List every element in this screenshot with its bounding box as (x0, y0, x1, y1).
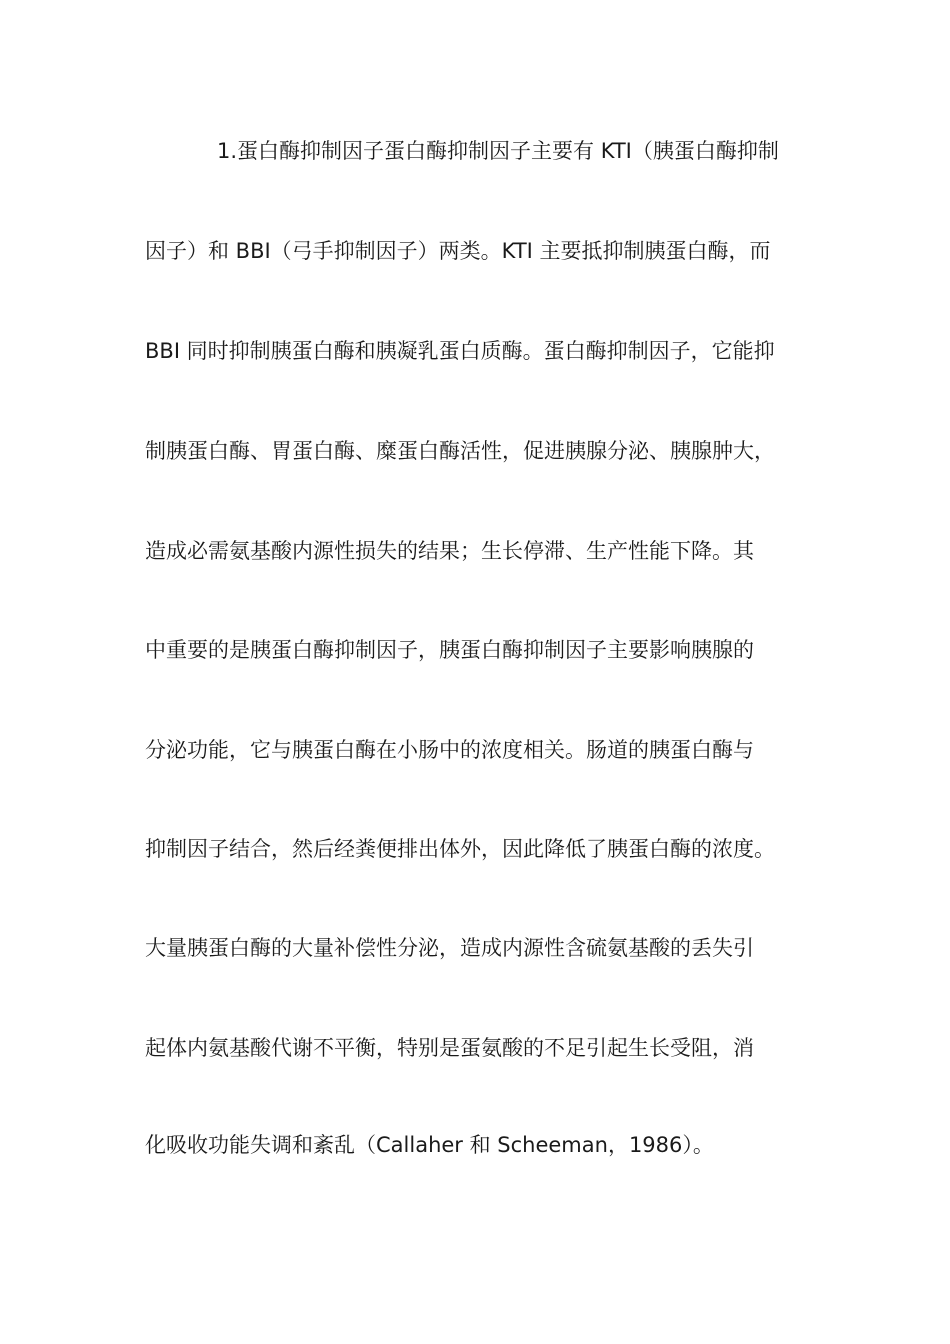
paragraph-line-7: 分泌功能，它与胰蛋白酶在小肠中的浓度相关。肠道的胰蛋白酶与 (145, 738, 754, 762)
paragraph-line-5: 造成必需氨基酸内源性损失的结果；生长停滞、生产性能下降。其 (145, 539, 754, 563)
paragraph-line-11: 化吸收功能失调和紊乱（Callaher 和 Scheeman，1986）。 (145, 1133, 714, 1157)
paragraph-line-10: 起体内氨基酸代谢不平衡，特别是蛋氨酸的不足引起生长受阻，消 (145, 1036, 754, 1060)
paragraph-line-4: 制胰蛋白酶、胃蛋白酶、糜蛋白酶活性，促进胰腺分泌、胰腺肿大， (145, 439, 775, 463)
paragraph-line-8: 抑制因子结合，然后经粪便排出体外，因此降低了胰蛋白酶的浓度。 (145, 837, 775, 861)
paragraph-line-6: 中重要的是胰蛋白酶抑制因子，胰蛋白酶抑制因子主要影响胰腺的 (145, 638, 754, 662)
paragraph-line-3: BBI 同时抑制胰蛋白酶和胰凝乳蛋白质酶。蛋白酶抑制因子，它能抑 (145, 339, 775, 363)
paragraph-line-9: 大量胰蛋白酶的大量补偿性分泌，造成内源性含硫氨基酸的丢失引 (145, 936, 754, 960)
paragraph-line-2: 因子）和 BBI（弓手抑制因子）两类。KTI 主要抵抑制胰蛋白酶，而 (145, 239, 771, 263)
paragraph-line-1: 1.蛋白酶抑制因子蛋白酶抑制因子主要有 KTI（胰蛋白酶抑制 (217, 139, 779, 163)
